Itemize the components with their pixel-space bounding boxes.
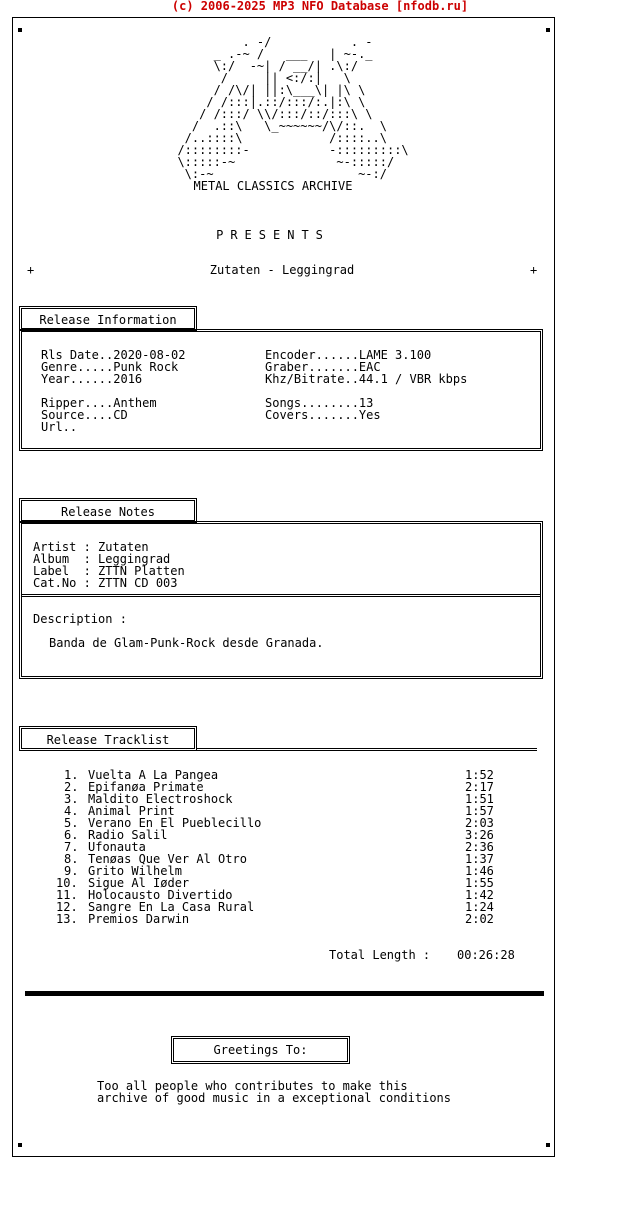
track-title: Premios Darwin [88, 912, 190, 926]
track-number: 8. [64, 852, 79, 866]
track-number: 5. [64, 816, 79, 830]
release-info-right: Encoder......LAME 3.100 Graber.......EAC Khz/Bitrate..44.1 / VBR kbps Songs........13 Covers.......Yes [265, 348, 468, 422]
greetings-box: Greetings To: [171, 1036, 350, 1064]
track-time: 2:17 [465, 780, 494, 794]
track-title: Maldito Electroshock [88, 792, 233, 806]
release-info-panel [19, 329, 543, 451]
track-number: 9. [64, 864, 79, 878]
description-label: Description : [33, 612, 127, 626]
track-title: Sigue Al Iøder [88, 876, 190, 890]
total-length-label: Total Length : [329, 948, 431, 962]
corner-marker [546, 28, 550, 32]
track-time: 1:24 [465, 900, 494, 914]
track-time: 1:46 [465, 864, 494, 878]
track-title: Sangre En La Casa Rural [88, 900, 255, 914]
track-list [56, 769, 516, 929]
release-notes-tab: Release Notes [19, 498, 197, 523]
release-notes-panel [19, 521, 543, 679]
track-title: Tenøas Que Ver Al Otro [88, 852, 247, 866]
track-time: 1:57 [465, 804, 494, 818]
track-number: 4. [64, 804, 79, 818]
track-time: 3:26 [465, 828, 494, 842]
track-number: 7. [64, 840, 79, 854]
release-notes-fields: Artist : Zutaten Album : Leggingrad Label : ZTTN Platten Cat.No : ZTTN CD 003 [33, 540, 185, 590]
track-time: 1:37 [465, 852, 494, 866]
release-title: Zutaten - Leggingrad [209, 263, 355, 277]
track-number: 10. [56, 876, 78, 890]
track-time: 1:55 [465, 876, 494, 890]
track-number: 11. [56, 888, 78, 902]
track-number: 6. [64, 828, 79, 842]
track-title: Grito Wilhelm [88, 864, 182, 878]
track-number: 2. [64, 780, 79, 794]
total-length-value: 00:26:28 [457, 948, 515, 962]
track-time: 2:03 [465, 816, 494, 830]
release-info-left: Rls Date..2020-08-02 Genre.....Punk Rock Year......2016 Ripper....Anthem Source....CD Url.. [41, 348, 186, 434]
footer-divider [25, 991, 544, 996]
corner-marker [18, 1143, 22, 1147]
tracklist-tab: Release Tracklist [19, 726, 197, 751]
track-time: 2:02 [465, 912, 494, 926]
track-time: 1:52 [465, 768, 494, 782]
notes-divider [22, 594, 540, 597]
track-title: Vuelta A La Pangea [88, 768, 219, 782]
release-info-tab: Release Information [19, 306, 197, 331]
plus-marker: + [530, 263, 538, 277]
copyright-header: (c) 2006-2025 MP3 NFO Database [nfodb.ru] [171, 0, 469, 13]
track-time: 1:42 [465, 888, 494, 902]
track-number: 3. [64, 792, 79, 806]
track-title: Verano En El Pueblecillo [88, 816, 262, 830]
presents-heading: PRESENTS [216, 228, 330, 242]
track-title: Animal Print [88, 804, 175, 818]
ascii-logo: . -/ . - _ .-~ / ___ | ~-._ \:/ -~| / __/| .\:/ / || <:/:| \ / /\/| ||:\___\| |\ \ / /:::|.::/:::/:.|:\ \ / /:::/ \\/:::/::/:::\ \ / .::\ \_~~~~~~/\/::. \ /..::::\ /::::..\ /::::::::- -:::::::::\ \:::::-~ ~-:::::/ \:-~ ~-:/ [177, 35, 409, 181]
logo-title: METAL CLASSICS ARCHIVE [193, 179, 353, 193]
track-time: 2:36 [465, 840, 494, 854]
track-title: Holocausto Divertido [88, 888, 233, 902]
track-title: Ufonauta [88, 840, 146, 854]
plus-marker: + [27, 263, 35, 277]
track-title: Radio Salil [88, 828, 168, 842]
track-time: 1:51 [465, 792, 494, 806]
greetings-text: Too all people who contributes to make this archive of good music in a exceptional conditions [97, 1079, 452, 1105]
corner-marker [18, 28, 22, 32]
corner-marker [546, 1143, 550, 1147]
tracklist-rule [196, 748, 537, 751]
track-number: 12. [56, 900, 78, 914]
track-number: 1. [64, 768, 79, 782]
nfo-page [12, 17, 555, 1157]
track-title: Epifanøa Primate [88, 780, 204, 794]
description-text: Banda de Glam-Punk-Rock desde Granada. [49, 636, 324, 650]
track-number: 13. [56, 912, 78, 926]
